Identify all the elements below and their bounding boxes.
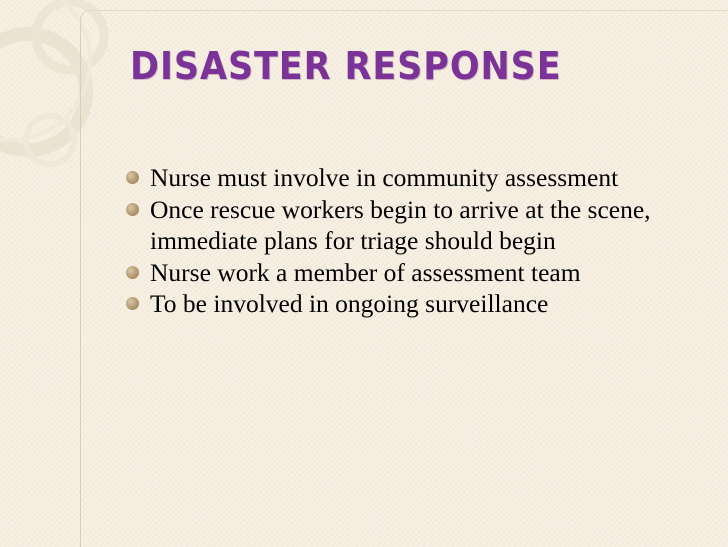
bullet-item: [124, 288, 714, 320]
slide-title: DISASTER RESPONSE: [130, 44, 562, 88]
bullet-dot-icon: [126, 297, 139, 310]
bullet-item: [124, 194, 714, 257]
bullet-text: Nurse work a member of assessment team: [150, 257, 581, 287]
bullet-dot-icon: [126, 203, 139, 216]
bullet-list: [124, 162, 714, 320]
bullet-dot-icon: [126, 266, 139, 279]
bullet-item: [124, 162, 714, 194]
bullet-text: To be involved in ongoing surveillance: [150, 289, 549, 318]
decor-ring-large: [0, 34, 86, 150]
decor-ring-outer: [0, 0, 90, 140]
decor-ring-small: [26, 116, 74, 164]
bullet-item: [124, 257, 714, 289]
bullet-text: Nurse must involve in community assessment: [150, 163, 619, 192]
bullet-text: Once rescue workers begin to arrive at the scene, immediate plans for triage should begin: [150, 194, 651, 255]
bullet-dot-icon: [126, 171, 139, 184]
